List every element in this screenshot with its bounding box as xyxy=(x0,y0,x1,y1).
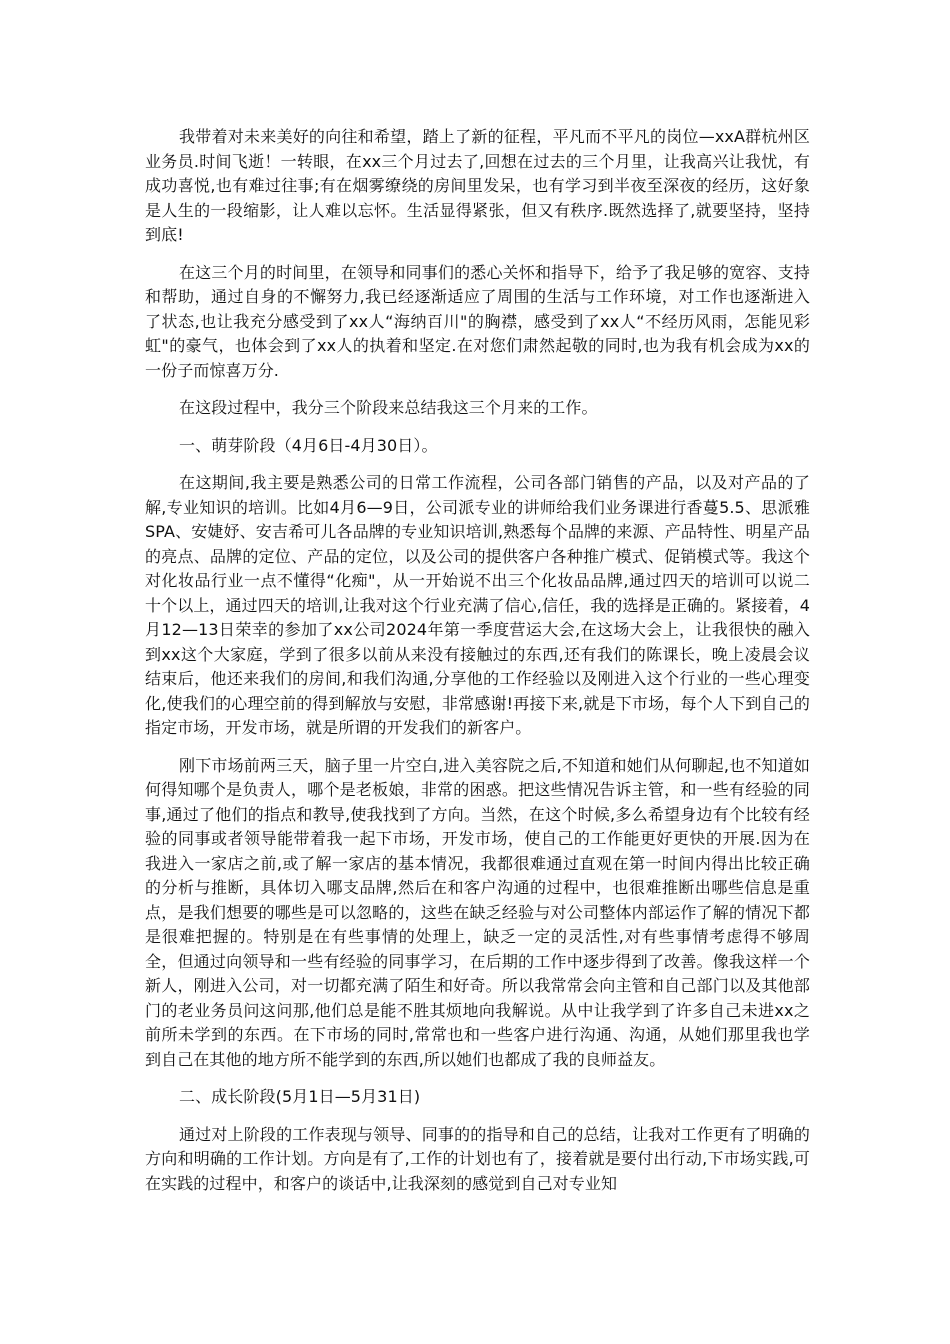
paragraph-overview: 在这段过程中，我分三个阶段来总结我这三个月来的工作。 xyxy=(179,398,598,417)
section-heading-stage-two: 二、成长阶段(5月1日—5月31日) xyxy=(179,1087,421,1106)
section-heading-stage-one: 一、萌芽阶段（4月6日-4月30日）。 xyxy=(179,435,438,455)
paragraph-stage-one-market: 刚下市场前两三天，脑子里一片空白,进入美容院之后,不知道和她们从何聊起,也不知道如何得知哪个是负责人，哪个是老板娘，非常的困惑。把这些情况告诉主管，和一些有经验的同事,通过了他们的指点和教导,使我找到了方向。当然，在这个时候,多么希望身边有个比较有经验的同事或者领导能带着我一起下市场，开发市场，使自己的工作能更好更快的开展.因为在我进入一家店之前,或了解一家店的基本情况，我都很难通过直观在第一时间内得出比较正确的分析与推断，具体切入哪支品牌,然后在和客户沟通的过程中，也很难推断出哪些信息是重点，是我们想要的哪些是可以忽略的，这些在缺乏经验与对公司整体内部运作了解的情况下都是很难把握的。特别是在有些事情的处理上，缺乏一定的灵活性,对有些事情考虑得不够周全，但通过向领导和一些有经验的同事学习，在后期的工作中逐步得到了改善。像我这样一个新人，刚进入公司，对一切都充满了陌生和好奇。所以我常常会向主管和自己部门以及其他部门的老业务员问这问那,他们总是能不胜其烦地向我解说。从中让我学到了许多自己未进xx之前所未学到的东西。在下市场的同时,常常也和一些客户进行沟通、沟通，从她们那里我也学到自己在其他的地方所不能学到的东西,所以她们也都成了我的良师益友。 xyxy=(145,755,810,1069)
paragraph-gratitude: 在这三个月的时间里，在领导和同事们的悉心关怀和指导下，给予了我足够的宽容、支持和帮助，通过自身的不懈努力,我已经逐渐适应了周围的生活与工作环境，对工作也逐渐进入了状态,也让我充分感受到了xx人“海纳百川"的胸襟，感受到了xx人“不经历风雨，怎能见彩虹"的豪气，也体会到了xx人的执着和坚定.在对您们肃然起敬的同时,也为我有机会成为xx的一份子而惊喜万分. xyxy=(145,262,810,380)
document-body xyxy=(145,125,810,1209)
paragraph-stage-one-training: 在这期间,我主要是熟悉公司的日常工作流程，公司各部门销售的产品，以及对产品的了解,专业知识的培训。比如4月6—9日，公司派专业的讲师给我们业务课进行香蔓5.5、思派雅SPA、安婕妤、安吉希可儿各品牌的专业知识培训,熟悉每个品牌的来源、产品特性、明星产品的亮点、品牌的定位、产品的定位，以及公司的提供客户各种推广模式、促销模式等。我这个对化妆品行业一点不懂得“化痴"，从一开始说不出三个化妆品品牌,通过四天的培训可以说二十个以上，通过四天的培训,让我对这个行业充满了信心,信任，我的选择是正确的。紧接着，4月12—13日荣幸的参加了xx公司2024年第一季度营运大会,在这场大会上，让我很快的融入到xx这个大家庭，学到了很多以前从来没有接触过的东西,还有我们的陈课长，晚上凌晨会议结束后，他还来我们的房间,和我们沟通,分享他的工作经验以及刚进入这个行业的一些心理变化,使我们的心理空前的得到解放与安慰，非常感谢!再接下来,就是下市场，每个人下到自己的指定市场，开发市场，就是所谓的开发我们的新客户。 xyxy=(145,473,810,737)
paragraph-intro: 我带着对未来美好的向往和希望，踏上了新的征程，平凡而不平凡的岗位—xxA群杭州区业务员.时间飞逝！一转眼，在xx三个月过去了,回想在过去的三个月里，让我高兴让我忧，有成功喜悦,也有难过往事;有在烟雾缭绕的房间里发呆，也有学习到半夜至深夜的经历，这好象是人生的一段缩影，让人难以忘怀。生活显得紧张，但又有秩序.既然选择了,就要坚持，坚持到底! xyxy=(145,127,810,244)
paragraph-stage-two: 通过对上阶段的工作表现与领导、同事的的指导和自己的总结，让我对工作更有了明确的方向和明确的工作计划。方向是有了,工作的计划也有了，接着就是要付出行动,下市场实践,可在实践的过程中，和客户的谈话中,让我深刻的感觉到自己对专业知 xyxy=(145,1124,810,1193)
